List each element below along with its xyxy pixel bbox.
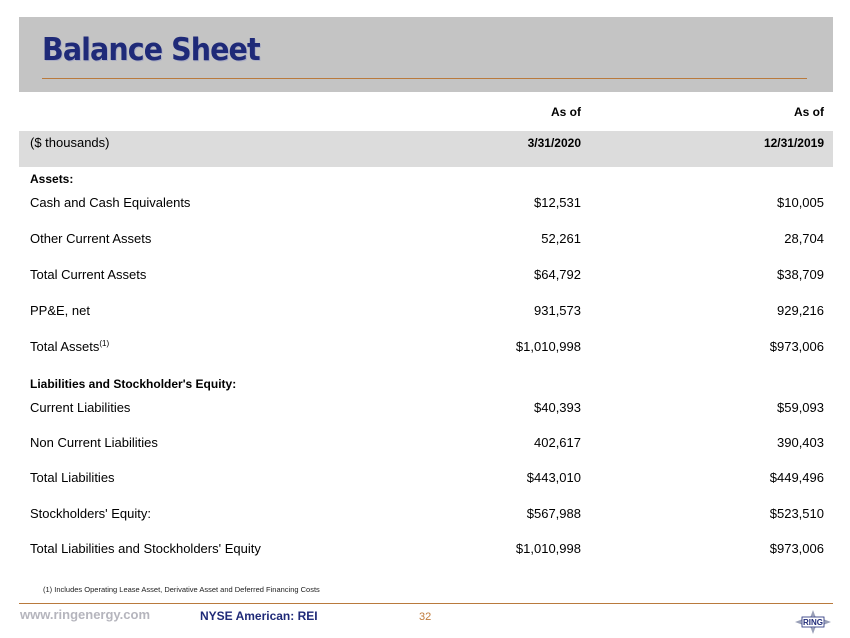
- row-label: Current Liabilities: [30, 400, 131, 415]
- row-value-2020: $12,531: [534, 195, 581, 210]
- page-number: 32: [419, 611, 432, 623]
- section-label: Assets:: [30, 172, 74, 186]
- row-value-2019: 929,216: [777, 303, 824, 318]
- table-row: [19, 192, 833, 214]
- units-label: ($ thousands): [30, 135, 110, 150]
- page-title: Balance Sheet: [42, 32, 260, 68]
- row-value-2019: $449,496: [769, 470, 824, 485]
- table-row: [19, 300, 833, 322]
- row-value-2020: 402,617: [534, 435, 581, 450]
- row-label: PP&E, net: [30, 303, 90, 318]
- row-value-2020: $1,010,998: [515, 541, 581, 556]
- table-row: [19, 264, 833, 286]
- row-value-2020: $1,010,998: [515, 339, 581, 354]
- section-assets: [19, 168, 833, 190]
- ticker-label: NYSE American: REI: [200, 609, 318, 623]
- col3-date: 12/31/2019: [763, 136, 824, 150]
- website-link[interactable]: www.ringenergy.com: [20, 607, 151, 622]
- table-row: [19, 336, 833, 358]
- row-value-2019: $38,709: [777, 267, 824, 282]
- row-value-2020: $64,792: [534, 267, 581, 282]
- logo-text: RING: [803, 618, 823, 627]
- table-row: [19, 538, 833, 560]
- table-row: [19, 397, 833, 419]
- row-value-2019: $973,006: [769, 541, 824, 556]
- row-label: Other Current Assets: [30, 231, 152, 246]
- row-label: Stockholders' Equity:: [30, 506, 151, 521]
- table-header-as-of: [19, 101, 833, 123]
- row-value-2019: $973,006: [769, 339, 824, 354]
- row-label: Total Liabilities: [30, 470, 115, 485]
- footer-divider: [19, 603, 833, 604]
- row-label: Non Current Liabilities: [30, 435, 158, 450]
- footnote-marker: (1): [99, 339, 110, 348]
- row-label: [30, 336, 109, 358]
- row-value-2019: 28,704: [784, 231, 824, 246]
- col2-header: As of: [551, 105, 581, 119]
- row-label: Cash and Cash Equivalents: [30, 195, 191, 210]
- row-label: Total Current Assets: [30, 267, 147, 282]
- row-value-2020: 931,573: [534, 303, 581, 318]
- col3-header: As of: [794, 105, 824, 119]
- table-row: [19, 467, 833, 489]
- row-value-2019: $10,005: [777, 195, 824, 210]
- section-liabilities: [19, 373, 833, 395]
- slide-header: [19, 17, 833, 92]
- row-value-2019: 390,403: [777, 435, 824, 450]
- row-value-2020: $443,010: [526, 470, 581, 485]
- ring-logo-icon: [793, 609, 833, 635]
- table-row: [19, 228, 833, 250]
- row-value-2020: $567,988: [526, 506, 581, 521]
- row-value-2019: $59,093: [777, 400, 824, 415]
- row-label-text: Total Assets: [30, 339, 100, 354]
- title-divider: [42, 78, 807, 79]
- section-label: Liabilities and Stockholder's Equity:: [30, 377, 237, 391]
- table-row: [19, 503, 833, 525]
- row-label: Total Liabilities and Stockholders' Equity: [30, 541, 261, 556]
- footnote: (1) Includes Operating Lease Asset, Derivative Asset and Deferred Financing Costs: [43, 585, 320, 594]
- row-value-2020: $40,393: [534, 400, 581, 415]
- row-value-2019: $523,510: [769, 506, 824, 521]
- table-row: [19, 432, 833, 454]
- col2-date: 3/31/2020: [527, 136, 581, 150]
- row-value-2020: 52,261: [541, 231, 581, 246]
- table-header-dates: [19, 132, 833, 154]
